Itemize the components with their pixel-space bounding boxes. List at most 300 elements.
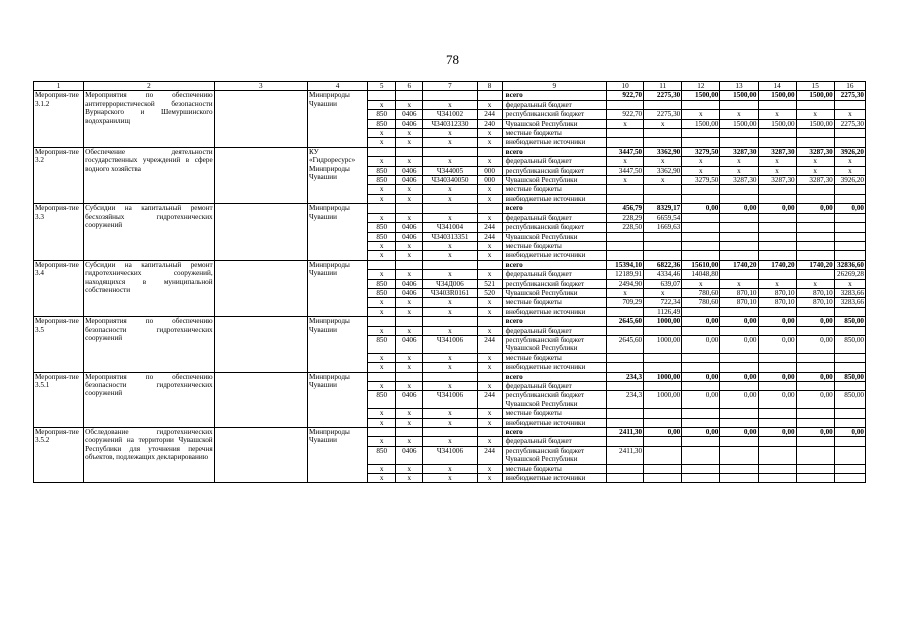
amount-cell: 228,29 <box>607 213 644 222</box>
amount-cell: х <box>834 110 865 119</box>
amount-cell: 850,00 <box>834 335 865 353</box>
amount-cell <box>720 251 758 260</box>
column-number: 11 <box>644 82 682 91</box>
amount-cell <box>720 213 758 222</box>
amount-cell: 0,00 <box>720 317 758 326</box>
amount-cell: 2645,60 <box>607 335 644 353</box>
amount-cell: х <box>682 110 720 119</box>
amount-cell <box>796 129 834 138</box>
source-label: всего <box>502 204 606 213</box>
code-cell: х <box>423 241 477 250</box>
amount-cell <box>607 418 644 427</box>
empty-cell <box>214 91 307 147</box>
amount-cell <box>796 194 834 203</box>
source-label: внебюджетные источники <box>502 418 606 427</box>
amount-cell <box>682 232 720 241</box>
code-cell: Ч341006 <box>423 391 477 409</box>
amount-cell <box>834 307 865 316</box>
amount-cell <box>720 270 758 279</box>
code-cell: х <box>396 138 423 147</box>
amount-cell <box>758 138 796 147</box>
amount-cell: х <box>796 110 834 119</box>
amount-cell: 870,10 <box>720 288 758 297</box>
amount-cell <box>644 409 682 418</box>
source-label: республиканский бюджет Чувашской Республики <box>502 446 606 464</box>
code-cell: 850 <box>368 446 396 464</box>
code-cell: Ч341006 <box>423 446 477 464</box>
code-cell <box>477 317 502 326</box>
amount-cell <box>682 382 720 391</box>
code-cell: х <box>423 138 477 147</box>
source-label: республиканский бюджет <box>502 279 606 288</box>
code-cell <box>477 260 502 269</box>
code-cell: х <box>477 326 502 335</box>
code-cell: х <box>368 474 396 483</box>
amount-cell <box>796 326 834 335</box>
code-cell: 850 <box>368 279 396 288</box>
code-cell: 850 <box>368 288 396 297</box>
code-cell: х <box>423 326 477 335</box>
amount-cell: х <box>834 157 865 166</box>
amount-cell: 456,79 <box>607 204 644 213</box>
code-cell <box>423 147 477 156</box>
measure-name: Обеспечение деятельности государственных учреждений в сфере водного хозяйства <box>84 147 214 203</box>
amount-cell <box>758 418 796 427</box>
table-row <box>34 204 866 213</box>
amount-cell: 0,00 <box>758 317 796 326</box>
amount-cell: 3447,50 <box>607 166 644 175</box>
amount-cell: 1000,00 <box>644 335 682 353</box>
measure-code: Мероприя-тие 3.5.1 <box>34 372 84 427</box>
amount-cell <box>834 185 865 194</box>
amount-cell <box>720 464 758 473</box>
amount-cell <box>720 138 758 147</box>
code-cell: х <box>423 157 477 166</box>
code-cell: х <box>368 213 396 222</box>
code-cell <box>477 147 502 156</box>
code-cell: Ч340312330 <box>423 119 477 128</box>
amount-cell <box>758 213 796 222</box>
code-cell <box>477 428 502 437</box>
amount-cell <box>796 363 834 372</box>
amount-cell <box>796 418 834 427</box>
code-cell: х <box>477 298 502 307</box>
code-cell: 0406 <box>396 223 423 232</box>
amount-cell: 3287,30 <box>758 147 796 156</box>
amount-cell: 2411,30 <box>607 446 644 464</box>
executor-name: Минприроды Чувашии <box>307 372 367 427</box>
source-label: всего <box>502 317 606 326</box>
amount-cell <box>758 307 796 316</box>
code-cell: х <box>423 437 477 446</box>
code-cell: х <box>396 194 423 203</box>
source-label: местные бюджеты <box>502 129 606 138</box>
code-cell: 000 <box>477 166 502 175</box>
amount-cell: х <box>796 279 834 288</box>
amount-cell <box>607 241 644 250</box>
amount-cell: х <box>834 166 865 175</box>
amount-cell: х <box>758 166 796 175</box>
code-cell: 244 <box>477 446 502 464</box>
amount-cell: 0,00 <box>758 428 796 437</box>
code-cell: х <box>368 129 396 138</box>
code-cell: 244 <box>477 391 502 409</box>
empty-cell <box>214 260 307 316</box>
column-number: 1 <box>34 82 84 91</box>
amount-cell: 0,00 <box>682 428 720 437</box>
code-cell: х <box>396 129 423 138</box>
amount-cell <box>682 251 720 260</box>
code-cell: 244 <box>477 335 502 353</box>
code-cell: 850 <box>368 391 396 409</box>
amount-cell <box>644 100 682 109</box>
code-cell: 0406 <box>396 110 423 119</box>
amount-cell <box>796 100 834 109</box>
code-cell: х <box>368 251 396 260</box>
amount-cell: 3283,66 <box>834 288 865 297</box>
amount-cell <box>758 326 796 335</box>
amount-cell: 32836,60 <box>834 260 865 269</box>
code-cell: х <box>396 353 423 362</box>
source-label: всего <box>502 91 606 100</box>
amount-cell <box>644 363 682 372</box>
code-cell: х <box>477 185 502 194</box>
code-cell: 850 <box>368 335 396 353</box>
source-label: федеральный бюджет <box>502 437 606 446</box>
amount-cell <box>796 270 834 279</box>
amount-cell: 0,00 <box>720 335 758 353</box>
code-cell: х <box>477 437 502 446</box>
amount-cell <box>644 138 682 147</box>
amount-cell <box>720 326 758 335</box>
code-cell: х <box>396 185 423 194</box>
amount-cell: 228,50 <box>607 223 644 232</box>
amount-cell <box>644 129 682 138</box>
code-cell <box>396 91 423 100</box>
amount-cell <box>834 326 865 335</box>
column-number: 5 <box>368 82 396 91</box>
amount-cell: х <box>607 176 644 185</box>
amount-cell <box>682 185 720 194</box>
amount-cell: х <box>644 119 682 128</box>
amount-cell <box>644 464 682 473</box>
amount-cell: 870,10 <box>796 298 834 307</box>
column-number: 9 <box>502 82 606 91</box>
amount-cell <box>644 185 682 194</box>
code-cell: Ч341004 <box>423 223 477 232</box>
amount-cell <box>834 241 865 250</box>
amount-cell: 0,00 <box>682 204 720 213</box>
code-cell: 0406 <box>396 391 423 409</box>
amount-cell <box>834 251 865 260</box>
amount-cell: 2411,30 <box>607 428 644 437</box>
amount-cell: 1500,00 <box>796 119 834 128</box>
amount-cell <box>644 474 682 483</box>
amount-cell <box>720 382 758 391</box>
amount-cell: 850,00 <box>834 391 865 409</box>
measure-code: Мероприя-тие 3.3 <box>34 204 84 260</box>
amount-cell <box>758 223 796 232</box>
amount-cell <box>834 223 865 232</box>
amount-cell <box>644 241 682 250</box>
amount-cell: х <box>607 119 644 128</box>
column-number: 3 <box>214 82 307 91</box>
amount-cell <box>720 363 758 372</box>
code-cell: х <box>423 307 477 316</box>
code-cell: х <box>423 409 477 418</box>
amount-cell <box>834 409 865 418</box>
amount-cell <box>758 185 796 194</box>
amount-cell <box>758 251 796 260</box>
amount-cell <box>758 129 796 138</box>
executor-name: КУ «Гидроресурс» Минприроды Чувашии <box>307 147 367 203</box>
amount-cell: х <box>682 279 720 288</box>
code-cell: х <box>368 464 396 473</box>
amount-cell: 3362,90 <box>644 147 682 156</box>
code-cell: х <box>368 437 396 446</box>
code-cell: х <box>368 307 396 316</box>
amount-cell: 8329,17 <box>644 204 682 213</box>
amount-cell <box>607 353 644 362</box>
source-label: федеральный бюджет <box>502 326 606 335</box>
code-cell: х <box>477 157 502 166</box>
table-row <box>34 91 866 100</box>
table-row <box>34 428 866 437</box>
amount-cell <box>834 464 865 473</box>
code-cell: х <box>396 251 423 260</box>
code-cell: 850 <box>368 232 396 241</box>
code-cell: х <box>368 194 396 203</box>
amount-cell: 870,10 <box>720 298 758 307</box>
executor-name: Минприроды Чувашии <box>307 317 367 372</box>
column-number: 7 <box>423 82 477 91</box>
amount-cell <box>607 129 644 138</box>
source-label: всего <box>502 428 606 437</box>
source-label: Чувашской Республики <box>502 119 606 128</box>
amount-cell: 3362,90 <box>644 166 682 175</box>
code-cell: х <box>423 185 477 194</box>
amount-cell <box>758 382 796 391</box>
amount-cell <box>720 100 758 109</box>
amount-cell <box>758 446 796 464</box>
amount-cell <box>607 326 644 335</box>
amount-cell: х <box>682 166 720 175</box>
amount-cell: 0,00 <box>682 372 720 381</box>
code-cell: 240 <box>477 119 502 128</box>
code-cell: 0406 <box>396 119 423 128</box>
code-cell: х <box>396 100 423 109</box>
amount-cell <box>834 418 865 427</box>
amount-cell <box>682 446 720 464</box>
amount-cell: 1500,00 <box>682 91 720 100</box>
code-cell <box>396 147 423 156</box>
code-cell: Ч340340050 <box>423 176 477 185</box>
code-cell: 520 <box>477 288 502 297</box>
amount-cell: х <box>834 279 865 288</box>
amount-cell <box>644 446 682 464</box>
amount-cell: 3279,50 <box>682 147 720 156</box>
amount-cell: 2275,30 <box>644 110 682 119</box>
code-cell: х <box>423 363 477 372</box>
amount-cell <box>796 474 834 483</box>
amount-cell <box>796 138 834 147</box>
code-cell: х <box>396 241 423 250</box>
code-cell: х <box>477 251 502 260</box>
code-cell: х <box>368 363 396 372</box>
source-label: федеральный бюджет <box>502 270 606 279</box>
code-cell: 0406 <box>396 166 423 175</box>
empty-cell <box>214 317 307 372</box>
amount-cell <box>682 223 720 232</box>
code-cell: 850 <box>368 110 396 119</box>
code-cell: 244 <box>477 223 502 232</box>
code-cell <box>396 372 423 381</box>
amount-cell <box>682 100 720 109</box>
code-cell: х <box>477 307 502 316</box>
code-cell: х <box>423 298 477 307</box>
code-cell <box>368 204 396 213</box>
code-cell <box>423 91 477 100</box>
source-label: местные бюджеты <box>502 241 606 250</box>
amount-cell <box>644 194 682 203</box>
column-number-row <box>34 82 866 91</box>
amount-cell <box>607 194 644 203</box>
code-cell: х <box>477 474 502 483</box>
code-cell: х <box>477 270 502 279</box>
code-cell: 0406 <box>396 446 423 464</box>
amount-cell: 1000,00 <box>644 372 682 381</box>
code-cell: х <box>368 241 396 250</box>
amount-cell <box>758 363 796 372</box>
code-cell <box>423 260 477 269</box>
amount-cell <box>834 138 865 147</box>
amount-cell: 15394,10 <box>607 260 644 269</box>
amount-cell <box>834 129 865 138</box>
measure-name: Обследование гидротехнических сооружений на территории Чувашской Республики для уточнения перечня объектов, подлежащих декларированию <box>84 428 214 483</box>
code-cell: Ч340313351 <box>423 232 477 241</box>
amount-cell <box>720 307 758 316</box>
code-cell <box>423 204 477 213</box>
code-cell: х <box>477 409 502 418</box>
code-cell: х <box>368 157 396 166</box>
amount-cell <box>758 464 796 473</box>
amount-cell: 870,10 <box>796 288 834 297</box>
amount-cell <box>607 232 644 241</box>
column-number: 15 <box>796 82 834 91</box>
empty-cell <box>214 147 307 203</box>
executor-name: Минприроды Чувашии <box>307 204 367 260</box>
amount-cell: 870,10 <box>758 298 796 307</box>
code-cell: х <box>396 326 423 335</box>
table-row <box>34 317 866 326</box>
amount-cell <box>682 464 720 473</box>
code-cell: 850 <box>368 223 396 232</box>
amount-cell: х <box>720 279 758 288</box>
code-cell <box>368 260 396 269</box>
amount-cell: 1500,00 <box>720 91 758 100</box>
code-cell: х <box>477 241 502 250</box>
amount-cell: 26269,28 <box>834 270 865 279</box>
amount-cell: 234,3 <box>607 391 644 409</box>
code-cell: х <box>423 474 477 483</box>
source-label: местные бюджеты <box>502 298 606 307</box>
amount-cell <box>682 409 720 418</box>
amount-cell: 850,00 <box>834 372 865 381</box>
measure-name: Субсидии на капитальный ремонт бесхозяйных гидротехнических сооружений <box>84 204 214 260</box>
amount-cell: 0,00 <box>796 372 834 381</box>
code-cell: х <box>477 138 502 147</box>
source-label: местные бюджеты <box>502 353 606 362</box>
column-number: 13 <box>720 82 758 91</box>
code-cell: х <box>396 270 423 279</box>
amount-cell <box>834 446 865 464</box>
code-cell: Ч34Д006 <box>423 279 477 288</box>
code-cell <box>368 317 396 326</box>
amount-cell: 3287,30 <box>796 176 834 185</box>
code-cell <box>396 260 423 269</box>
amount-cell <box>834 213 865 222</box>
code-cell <box>477 372 502 381</box>
amount-cell <box>682 353 720 362</box>
code-cell: 244 <box>477 232 502 241</box>
measure-code: Мероприя-тие 3.5.2 <box>34 428 84 483</box>
measure-code: Мероприя-тие 3.2 <box>34 147 84 203</box>
code-cell: 0406 <box>396 279 423 288</box>
amount-cell <box>758 232 796 241</box>
code-cell <box>423 428 477 437</box>
code-cell: х <box>368 100 396 109</box>
amount-cell <box>682 129 720 138</box>
amount-cell <box>834 437 865 446</box>
amount-cell <box>682 194 720 203</box>
amount-cell: 3926,20 <box>834 147 865 156</box>
code-cell: 850 <box>368 119 396 128</box>
amount-cell <box>834 382 865 391</box>
amount-cell: 722,34 <box>644 298 682 307</box>
code-cell: х <box>368 138 396 147</box>
measure-name: Мероприятия по обеспечению безопасности гидротехнических сооружений <box>84 317 214 372</box>
amount-cell: 0,00 <box>758 391 796 409</box>
code-cell: 0406 <box>396 232 423 241</box>
code-cell: х <box>396 307 423 316</box>
amount-cell: 0,00 <box>834 428 865 437</box>
amount-cell <box>682 418 720 427</box>
code-cell: х <box>423 353 477 362</box>
amount-cell: 870,10 <box>758 288 796 297</box>
source-label: республиканский бюджет Чувашской Республики <box>502 335 606 353</box>
code-cell <box>423 372 477 381</box>
amount-cell <box>720 353 758 362</box>
code-cell: х <box>396 157 423 166</box>
amount-cell <box>607 437 644 446</box>
source-label: федеральный бюджет <box>502 100 606 109</box>
amount-cell: 3283,66 <box>834 298 865 307</box>
amount-cell: х <box>644 288 682 297</box>
amount-cell <box>758 241 796 250</box>
amount-cell: 2494,90 <box>607 279 644 288</box>
source-label: Чувашской Республики <box>502 176 606 185</box>
code-cell <box>423 317 477 326</box>
code-cell: х <box>477 353 502 362</box>
amount-cell <box>758 409 796 418</box>
amount-cell: 3926,20 <box>834 176 865 185</box>
code-cell <box>396 317 423 326</box>
amount-cell: 0,00 <box>644 428 682 437</box>
column-number: 4 <box>307 82 367 91</box>
amount-cell: 0,00 <box>796 204 834 213</box>
code-cell: Ч344005 <box>423 166 477 175</box>
code-cell: х <box>477 363 502 372</box>
